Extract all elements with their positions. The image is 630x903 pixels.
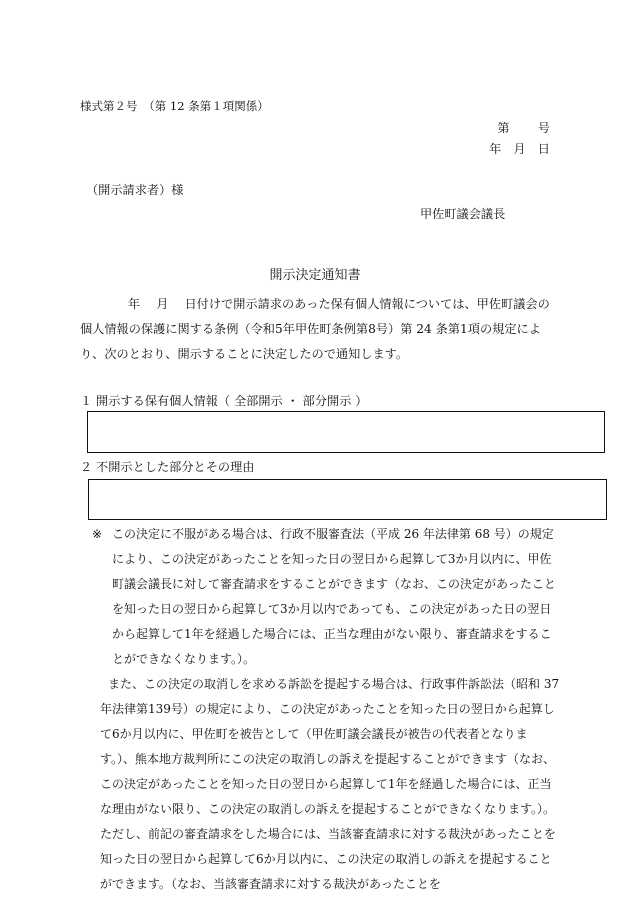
note-appeal-text: この決定に不服がある場合は、行政不服審査法（平成 26 年法律第 68 号）の規定により、この決定があったことを知った日の翌日から起算して3か月以内に、甲佐町議会議長に対して審査請求をすることができます（なお、この決定があったことを知った日の翌日から起算して3か月以内であっても、この決定があった日の翌日から起算して1年を経過した場合には、正当な理由がない限り、審査請求をすることができなくなります。）。 — [112, 527, 556, 666]
body-paragraph-container — [80, 292, 556, 367]
form-label: 様式第２号 （第 12 条第１項関係） — [80, 99, 269, 113]
document-date: 年 月 日 — [489, 142, 550, 156]
note-mark: ※ — [92, 527, 103, 541]
document-number: 第 号 — [497, 121, 550, 135]
notes-block — [92, 522, 562, 897]
section-1-heading: １ 開示する保有個人情報（ 全部開示 ・ 部分開示 ） — [80, 394, 368, 408]
sender: 甲佐町議会議長 — [420, 207, 506, 221]
note-lawsuit: また、この決定の取消しを求める訴訟を提起する場合は、行政事件訴訟法（昭和 37 年法律第139号）の規定により、この決定があったことを知った日の翌日から起算して6か月以内に、甲佐町を被告として（甲佐町議会議長が被告の代表者となります。）、熊本地方裁判所にこの決定の取消しの訴えを提起することができます（なお、この決定があったことを知った日の翌日から起算して1年を経過した場合には、正当な理由がない限り、この決定の取消しの訴えを提起することができなくなります。）。ただし、前記の審査請求をした場合には、当該審査請求に対する裁決があったことを知った日の翌日から起算して6か月以内に、この決定の取消しの訴えを提起することができます。（なお、当該審査請求に対する裁決があったことを — [100, 677, 560, 891]
note-appeal — [92, 522, 562, 672]
section-1-field[interactable] — [87, 411, 605, 453]
section-2-field[interactable] — [88, 479, 607, 520]
section-2-heading: ２ 不開示とした部分とその理由 — [80, 460, 255, 474]
document-title: 開示決定通知書 — [269, 268, 361, 283]
body-paragraph: 年 月 日付けで開示請求のあった保有個人情報については、甲佐町議会の個人情報の保護に関する条例（令和5年甲佐町条例第8号）第 24 条第1項の規定により、次のとおり、開示することに決定したので通知します。 — [80, 297, 550, 361]
addressee: （開示請求者）様 — [86, 183, 184, 197]
